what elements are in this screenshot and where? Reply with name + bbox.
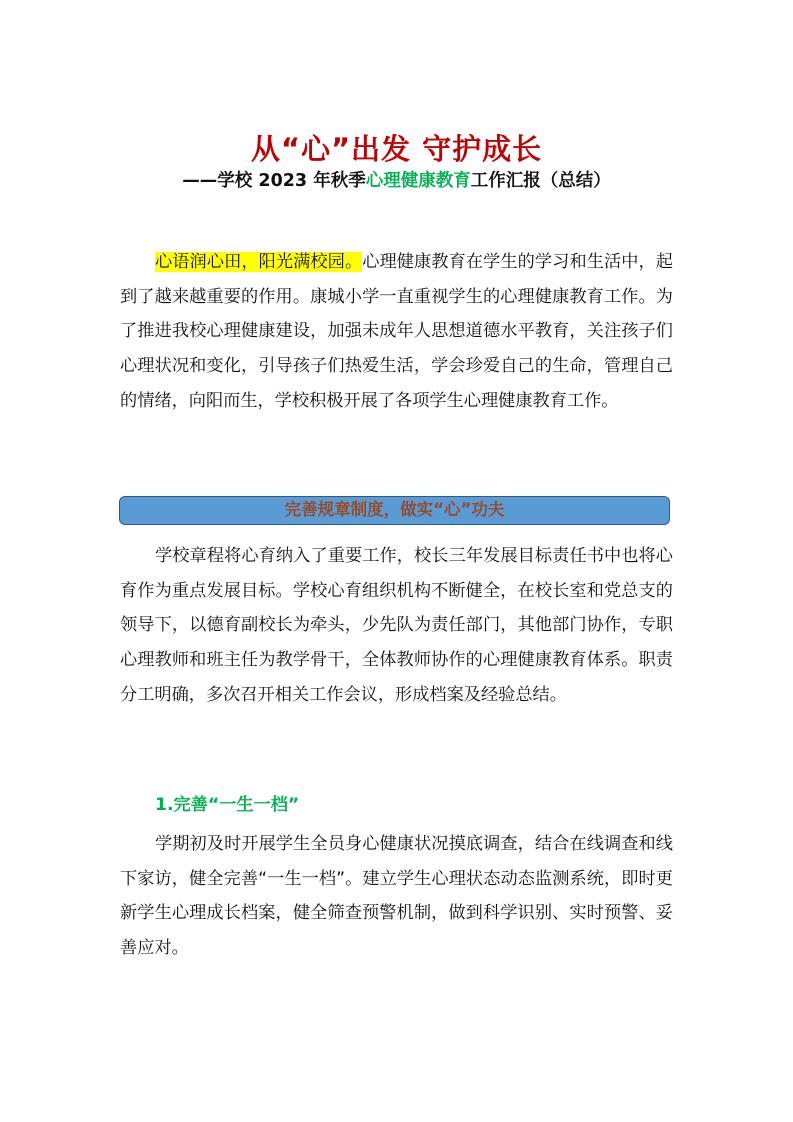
subtitle-highlight: 心理健康教育 <box>365 171 471 191</box>
section-banner: 完善规章制度，做实“心”功夫 <box>119 496 670 525</box>
subtitle-suffix: 工作汇报（总结） <box>470 171 611 191</box>
intro-paragraph <box>120 245 673 419</box>
document-subtitle <box>0 166 793 196</box>
archive-paragraph: 学期初及时开展学生全员身心健康状况摸底调查，结合在线调查和线下家访，健全完善“一生一档”。建立学生心理状态动态监测系统，即时更新学生心理成长档案，健全筛查预警机制，做到科学识别、实时预警、妥善应对。 <box>120 834 673 959</box>
document-title: 从“心”出发 守护成长 <box>250 132 543 167</box>
section-heading-archive: 1.完善“一生一档” <box>155 795 300 815</box>
intro-text: 心理健康教育在学生的学习和生活中，起到了越来越重要的作用。康城小学一直重视学生的心理健康教育工作。为了推进我校心理健康建设，加强未成年人思想道德水平教育，关注孩子们心理状况和变化，引导孩子们热爱生活，学会珍爱自己的生命，管理自己的情绪，向阳而生，学校积极开展了各项学生心理健康教育工作。 <box>120 252 673 411</box>
intro-highlight: 心语润心田，阳光满校园。 <box>155 252 363 272</box>
subtitle-prefix: ——学校 2023 年秋季 <box>182 171 366 191</box>
regulations-paragraph: 学校章程将心育纳入了重要工作，校长三年发展目标责任书中也将心育作为重点发展目标。学校心育组织机构不断健全，在校长室和党总支的领导下，以德育副校长为牵头，少先队为责任部门，其他部门协作，专职心理教师和班主任为教学骨干，全体教师协作的心理健康教育体系。职责分工明确，多次召开相关工作会议，形成档案及经验总结。 <box>120 546 673 705</box>
